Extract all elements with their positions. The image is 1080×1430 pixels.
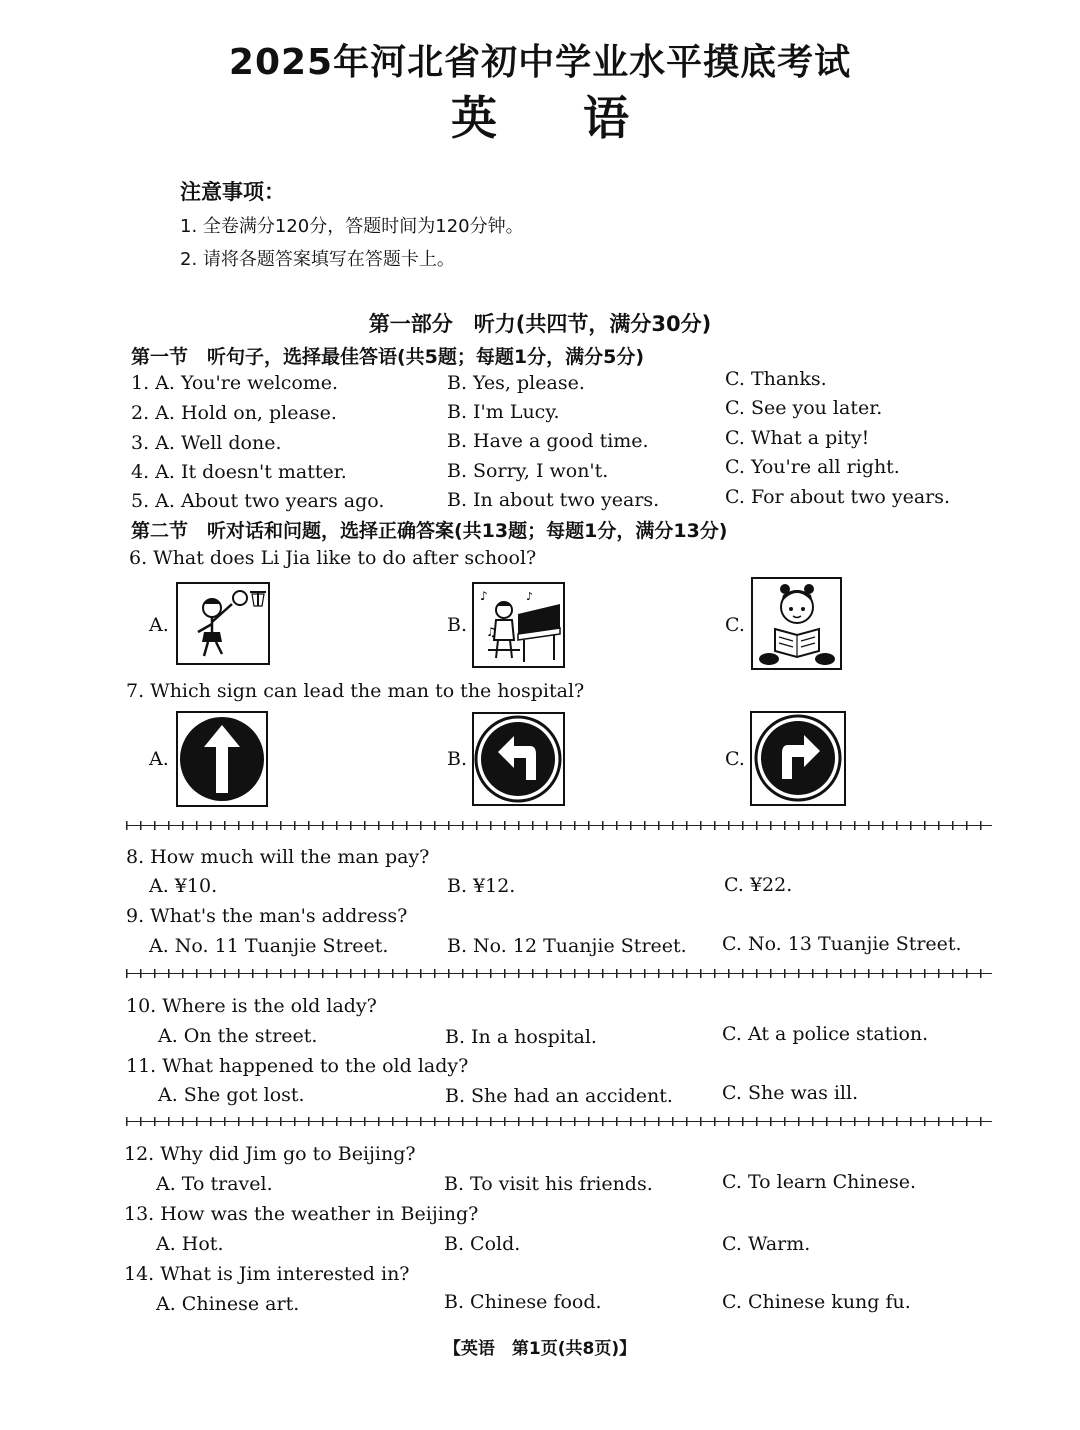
q8-option-c: C. ¥22. [724,874,793,896]
q1-option-b: B. Yes, please. [447,372,585,394]
separator-line [126,973,992,974]
svg-text:♪: ♪ [480,589,488,603]
subject-title [0,82,1080,148]
subject-char-2: 语 [583,91,629,145]
q11-option-c: C. She was ill. [722,1082,859,1104]
section2-title: 第二节 听对话和问题，选择正确答案(共13题；每题1分，满分13分) [131,520,728,542]
q12-option-a: A. To travel. [156,1173,273,1195]
q12-option-c: C. To learn Chinese. [722,1171,916,1193]
q6-label-b: B. [447,614,468,636]
svg-text:♪: ♪ [526,590,534,603]
q3-option-c: C. What a pity! [725,427,870,449]
separator-line [126,1121,992,1122]
q12-text: 12. Why did Jim go to Beijing? [124,1143,416,1165]
girl-reading-icon [751,577,842,670]
q10-option-c: C. At a police station. [722,1023,929,1045]
q6-label-a: A. [149,614,169,636]
notice-item-2: 2. 请将各题答案填写在答题卡上。 [180,249,455,270]
q4-option-b: B. Sorry, I won't. [447,460,609,482]
q13-option-c: C. Warm. [722,1233,811,1255]
q8-option-b: B. ¥12. [447,875,516,897]
q4-option-a: 4. A. It doesn't matter. [131,461,347,483]
q3-option-b: B. Have a good time. [447,430,649,452]
q13-text: 13. How was the weather in Beijing? [124,1203,479,1225]
q11-text: 11. What happened to the old lady? [126,1055,469,1077]
q13-option-b: B. Cold. [444,1233,521,1255]
q2-option-a: 2. A. Hold on, please. [131,402,337,424]
go-straight-sign-icon [176,711,268,807]
q14-text: 14. What is Jim interested in? [124,1263,410,1285]
q13-option-a: A. Hot. [156,1233,224,1255]
q1-option-c: C. Thanks. [725,368,827,390]
q2-option-c: C. See you later. [725,397,883,419]
q9-text: 9. What's the man's address? [126,905,408,927]
exam-title: 2025年河北省初中学业水平摸底考试 [228,42,852,83]
part1-title: 第一部分 听力(共四节，满分30分) [368,312,712,336]
subject-char-1: 英 [451,91,497,145]
q14-option-c: C. Chinese kung fu. [722,1291,911,1313]
q3-option-a: 3. A. Well done. [131,432,282,454]
q5-option-c: C. For about two years. [725,486,951,508]
notice-item-1: 1. 全卷满分120分，答题时间为120分钟。 [180,216,524,237]
q9-option-b: B. No. 12 Tuanjie Street. [447,935,687,957]
q7-label-b: B. [447,748,468,770]
separator-line [126,825,992,826]
turn-left-sign-icon [472,712,565,806]
q12-option-b: B. To visit his friends. [444,1173,653,1195]
q11-option-a: A. She got lost. [158,1084,305,1106]
q7-label-c: C. [725,748,745,770]
q2-option-b: B. I'm Lucy. [447,401,560,423]
notice-heading: 注意事项： [180,180,285,204]
q4-option-c: C. You're all right. [725,456,900,478]
q8-option-a: A. ¥10. [149,875,218,897]
svg-text:♫: ♫ [486,625,497,639]
q5-option-b: B. In about two years. [447,489,660,511]
section1-title: 第一节 听句子，选择最佳答语(共5题；每题1分，满分5分) [131,346,645,368]
q11-option-b: B. She had an accident. [445,1085,673,1107]
q8-text: 8. How much will the man pay? [126,846,430,868]
q7-text: 7. Which sign can lead the man to the hospital? [126,680,585,702]
q14-option-a: A. Chinese art. [156,1293,300,1315]
turn-right-sign-icon [750,711,846,806]
q10-option-a: A. On the street. [158,1025,318,1047]
q5-option-a: 5. A. About two years ago. [131,490,385,512]
q14-option-b: B. Chinese food. [444,1291,602,1313]
q9-option-a: A. No. 11 Tuanjie Street. [149,935,389,957]
q10-option-b: B. In a hospital. [445,1026,597,1048]
q9-option-c: C. No. 13 Tuanjie Street. [722,933,962,955]
q7-label-a: A. [149,748,169,770]
q6-label-c: C. [725,614,745,636]
page-footer: 【英语 第1页(共8页)】 [443,1339,637,1359]
q10-text: 10. Where is the old lady? [126,995,377,1017]
boy-piano-icon [472,582,565,668]
q6-text: 6. What does Li Jia like to do after school? [129,547,537,569]
q1-option-a: 1. A. You're welcome. [131,372,339,394]
girl-basketball-icon [176,582,270,665]
